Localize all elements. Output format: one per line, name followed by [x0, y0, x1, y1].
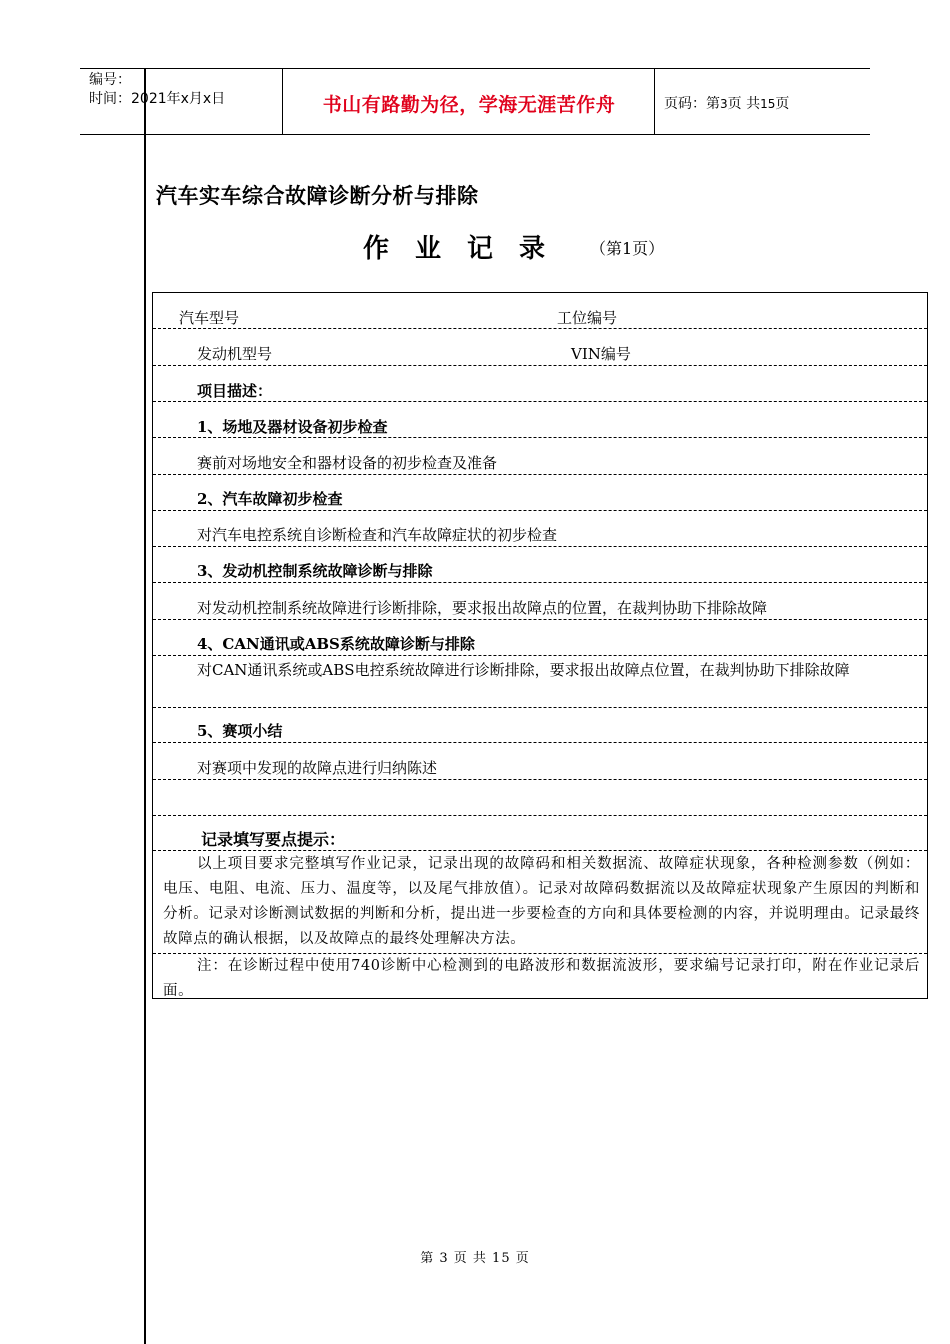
page-suffix: 页 [775, 96, 790, 112]
section-body: 对汽车电控系统自诊断检查和汽车故障症状的初步检查 [197, 526, 558, 544]
document-subtitle: 作业记录 [363, 234, 572, 264]
page-mid: 页 共 [727, 96, 761, 112]
number-label: 编号： [89, 72, 131, 88]
tips-note: 注：在诊断过程中使用740诊断中心检测到的电路波形和数据流波形，要求编号记录打印，附在作业记录后面。 [163, 958, 920, 999]
row-divider [153, 365, 927, 366]
section-body: 对赛项中发现的故障点进行归纳陈述 [197, 759, 438, 777]
row-divider [153, 655, 927, 656]
row-divider [153, 582, 927, 583]
row-divider [153, 742, 927, 743]
row-divider [153, 779, 927, 780]
record-table [152, 292, 928, 999]
engine-model-label: 发动机型号 [197, 345, 273, 363]
page-current: 3 [720, 97, 728, 111]
section-heading: 1、场地及器材设备初步检查 [197, 418, 388, 436]
section-heading: 2、汽车故障初步检查 [197, 490, 343, 508]
project-description-label: 项目描述： [197, 382, 273, 400]
header-bottom-border [80, 134, 870, 135]
margin-line [144, 69, 146, 1344]
header-page-indicator [664, 93, 789, 113]
section-heading: 5、赛项小结 [197, 722, 283, 740]
time-label: 时间：2021年x月x日 [89, 91, 226, 107]
page-footer: 第 3 页 共 15 页 [420, 1251, 530, 1266]
section-body: 赛前对场地安全和器材设备的初步检查及准备 [197, 454, 498, 472]
header-divider-left [282, 68, 283, 135]
page-total: 15 [760, 97, 776, 111]
row-divider [153, 619, 927, 620]
row-divider [153, 437, 927, 438]
row-divider [153, 850, 927, 851]
header-info [89, 71, 225, 109]
tips-paragraph: 以上项目要求完整填写作业记录，记录出现的故障码和相关数据流、故障症状现象，各种检测参数（例如：电压、电阻、电流、压力、温度等，以及尾气排放值）。记录对故障码数据流以及故障症状现象产生原因的判断和分析。记录对诊断测试数据的判断和分析，提出进一步要检查的方向和具体要检测的内容，并说明理由。记录最终故障点的确认根据，以及故障点的最终处理解决方法。 [163, 856, 920, 947]
document-subtitle-page: （第1页） [590, 239, 665, 258]
document-title: 汽车实车综合故障诊断分析与排除 [156, 184, 479, 208]
row-divider [153, 546, 927, 547]
car-model-label: 汽车型号 [179, 309, 240, 327]
row-divider [153, 328, 927, 329]
vin-label: VIN编号 [571, 345, 631, 363]
row-divider [153, 510, 927, 511]
row-divider [153, 815, 927, 816]
section-heading: 4、CAN通讯或ABS系统故障诊断与排除 [197, 635, 475, 653]
station-number-label: 工位编号 [557, 309, 618, 327]
page-prefix: 页码：第 [664, 96, 720, 112]
header-divider-right [654, 68, 655, 135]
header-top-border [80, 68, 870, 69]
tips-heading: 记录填写要点提示： [201, 830, 346, 849]
section-heading: 3、发动机控制系统故障诊断与排除 [197, 562, 433, 580]
header-motto: 书山有路勤为径，学海无涯苦作舟 [322, 94, 616, 116]
row-divider [153, 707, 927, 708]
row-divider [153, 474, 927, 475]
row-divider [153, 401, 927, 402]
section-body: 对CAN通讯系统或ABS电控系统故障进行诊断排除，要求报出故障点位置，在裁判协助下排除故障 [197, 661, 850, 679]
section-body: 对发动机控制系统故障进行诊断排除，要求报出故障点的位置，在裁判协助下排除故障 [197, 599, 768, 617]
